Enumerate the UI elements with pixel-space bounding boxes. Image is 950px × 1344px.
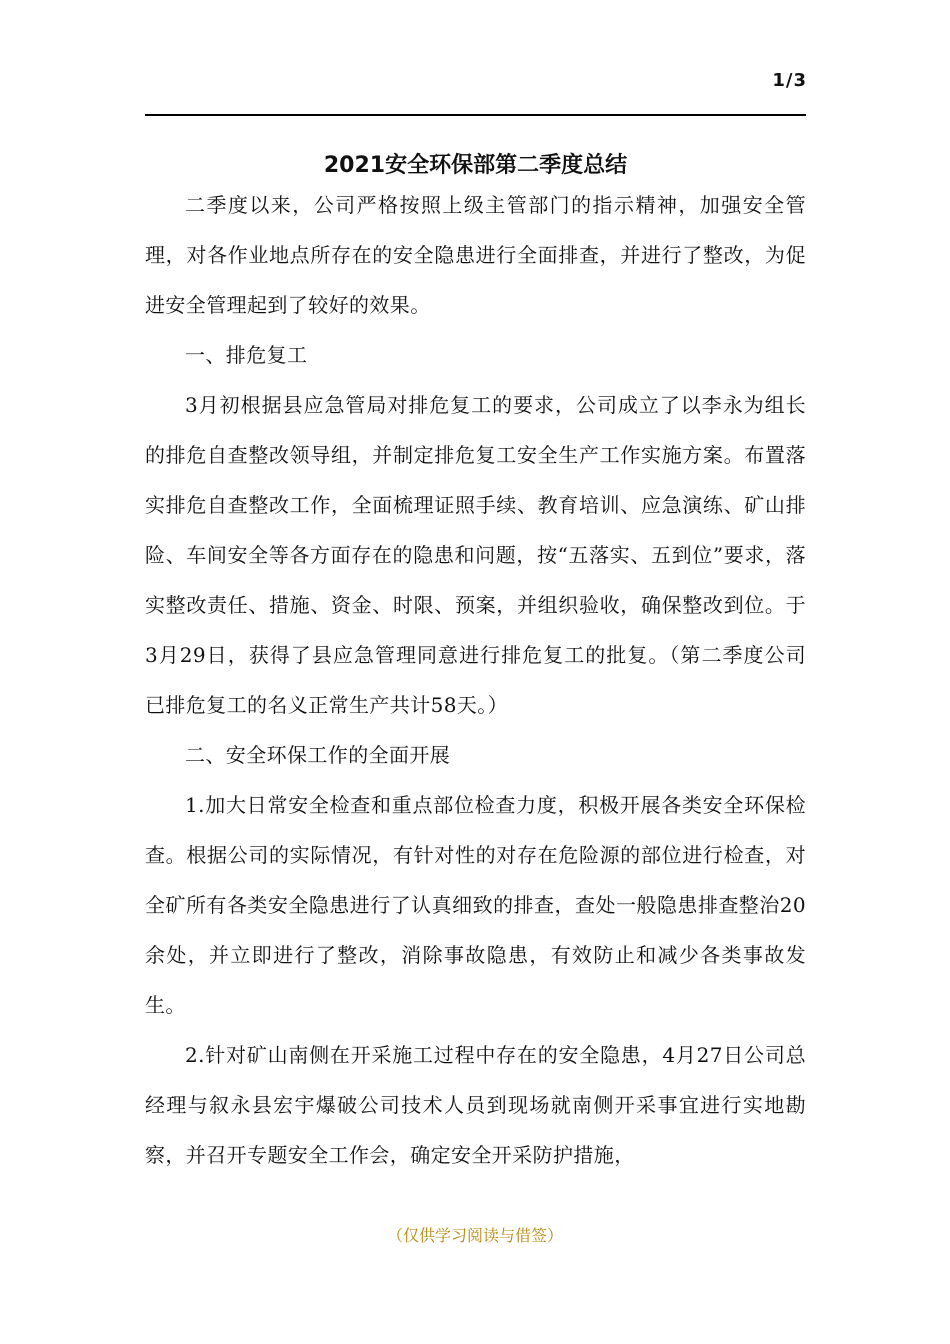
page-number: 1/3	[772, 70, 807, 91]
footer-disclaimer: （仅供学习阅读与借签）	[386, 1226, 563, 1245]
paragraph-item-2: 2.针对矿山南侧在开采施工过程中存在的安全隐患，4月27日公司总经理与叙永县宏宇爆破公司技术人员到现场就南侧开采事宜进行实地勘察，并召开专题安全工作会，确定安全开采防护措施，	[145, 1043, 806, 1167]
section-heading-1: 一、排危复工	[185, 343, 308, 367]
document-body	[145, 180, 806, 1180]
paragraph-section-1: 3月初根据县应急管局对排危复工的要求，公司成立了以李永为组长的排危自查整改领导组，并制定排危复工安全生产工作实施方案。布置落实排危自查整改工作，全面梳理证照手续、教育培训、应急演练、矿山排险、车间安全等各方面存在的隐患和问题，按“五落实、五到位”要求，落实整改责任、措施、资金、时限、预案，并组织验收，确保整改到位。于3月29日，获得了县应急管理同意进行排危复工的批复。（第二季度公司已排危复工的名义正常生产共计58天。）	[145, 393, 806, 717]
section-heading-2: 二、安全环保工作的全面开展	[185, 743, 451, 767]
paragraph-item-1: 1.加大日常安全检查和重点部位检查力度，积极开展各类安全环保检查。根据公司的实际情况，有针对性的对存在危险源的部位进行检查，对全矿所有各类安全隐患进行了认真细致的排查，查处一般隐患排查整治20余处，并立即进行了整改，消除事故隐患，有效防止和减少各类事故发生。	[145, 793, 806, 1017]
header-divider	[145, 114, 806, 116]
document-title: 2021安全环保部第二季度总结	[323, 152, 628, 178]
paragraph-intro: 二季度以来，公司严格按照上级主管部门的指示精神，加强安全管理，对各作业地点所存在的安全隐患进行全面排查，并进行了整改，为促进安全管理起到了较好的效果。	[145, 193, 806, 317]
